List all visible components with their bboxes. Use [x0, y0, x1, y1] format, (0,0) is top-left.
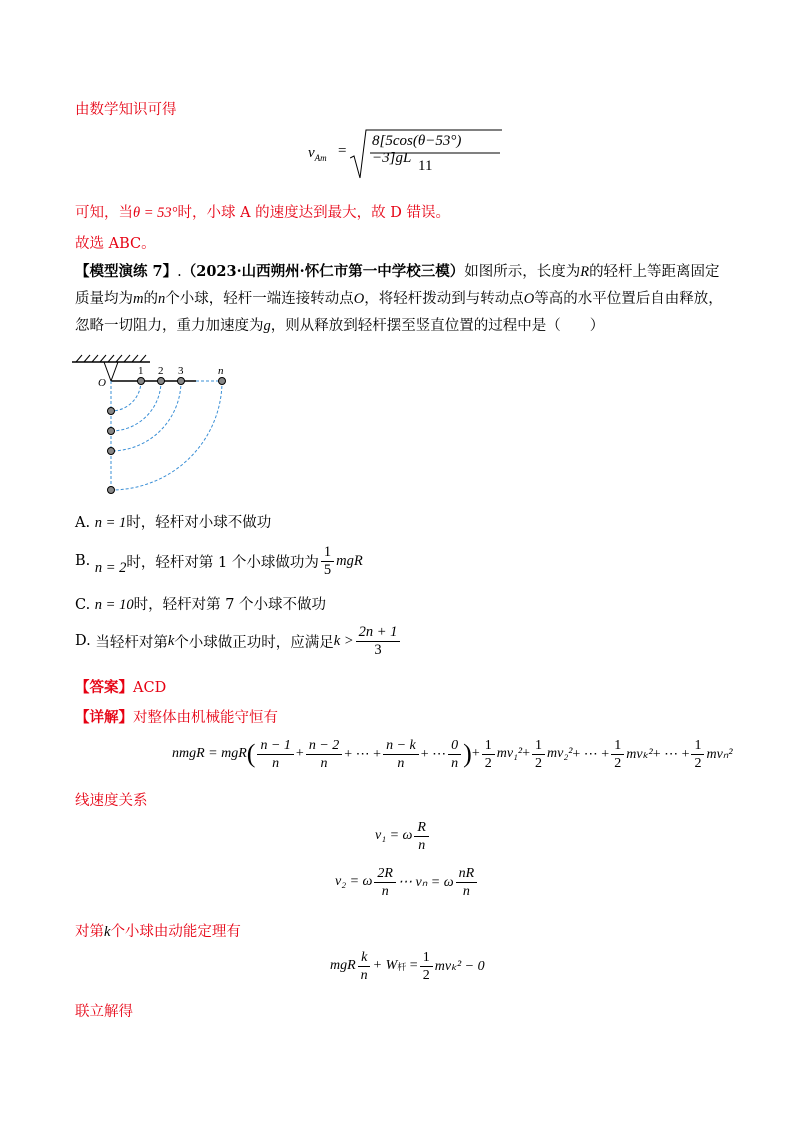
balls: [108, 378, 226, 494]
conclusion-2: 故选 ABC。: [75, 236, 156, 252]
energy-equation: nmgR = mgR ( $\frac{n - 1}{n}$ + $\frac{n - 2}{n}$ + ⋯ + $\frac{n - k}{n}$ + ⋯ $\frac{0}{n}$ ) + $\frac{1}{2}$ mv₁² + $\frac{1}{2}$ mv₂² + ⋯ + $\frac{1}{2}$ mvₖ² + ⋯ + $\frac{1}{2}$ mvₙ²: [172, 737, 733, 771]
final-line: 联立解得: [75, 1004, 133, 1020]
formula-va-eq: =: [338, 143, 347, 159]
ball-3: [178, 378, 185, 385]
label-O: O: [98, 377, 106, 389]
ceiling-hatch: [76, 355, 146, 362]
label-n: n: [218, 365, 224, 377]
pendulum-diagram: [70, 352, 240, 502]
option-b: B. n = 2 时，轻杆对第 1 个小球做功为 $\frac{1}{5}$ mgR: [75, 543, 363, 578]
formula-va-den: 11: [418, 158, 433, 174]
intro-line: 由数学知识可得: [75, 102, 177, 118]
ball-n: [219, 378, 226, 385]
ball-2: [158, 378, 165, 385]
question-text: 【模型演练 7】.（2023·山西朔州·怀仁市第一中学校三模）如图所示，长度为R的轻杆上等距离固定质量均为m的n个小球，轻杆一端连接转动点O，将轻杆拨动到与转动点O等高的水平位置后自由释放，忽略一切阻力，重力加速度为g，则从释放到轻杆摆至竖直位置的过程中是（ ）: [75, 263, 723, 334]
option-a: A. n = 1时，轻杆对小球不做功: [75, 515, 272, 531]
option-c: C. n = 10时，轻杆对第 7 个小球不做功: [75, 597, 327, 613]
formula-va-num: 8[5cos(θ−53°)−3]gL: [372, 133, 462, 166]
answer-line: 【答案】ACD: [75, 679, 167, 696]
conclusion-1: 可知，当θ = 53°时，小球 A 的速度达到最大，故 D 错误。: [75, 205, 451, 221]
label-1: 1: [138, 365, 144, 377]
velocity-heading: 线速度关系: [75, 793, 148, 809]
label-3: 3: [178, 365, 184, 377]
v1-equation: v₁ = ω $\frac{R}{n}$: [375, 816, 431, 856]
label-2: 2: [158, 365, 164, 377]
detail-line: 【详解】对整体由机械能守恒有: [75, 709, 278, 726]
kth-heading: 对第k个小球由动能定理有: [75, 924, 241, 940]
kth-equation: mgR $\frac{k}{n}$ + W 杆 = $\frac{1}{2}$ mvₖ² − 0: [330, 949, 485, 983]
option-d: D. 当轻杆对第 k 个小球做正功时，应满足 k > $\frac{2n + 1}{3}$: [75, 622, 402, 660]
formula-va-lhs: $v_{Am}$: [308, 145, 327, 163]
ball-1: [138, 378, 145, 385]
v2-equation: v₂ = ω $\frac{2R}{n}$ ⋯ vₙ = ω $\frac{nR}{n}$: [335, 862, 479, 902]
pivot-support: [104, 362, 118, 381]
arcs: [111, 381, 222, 490]
